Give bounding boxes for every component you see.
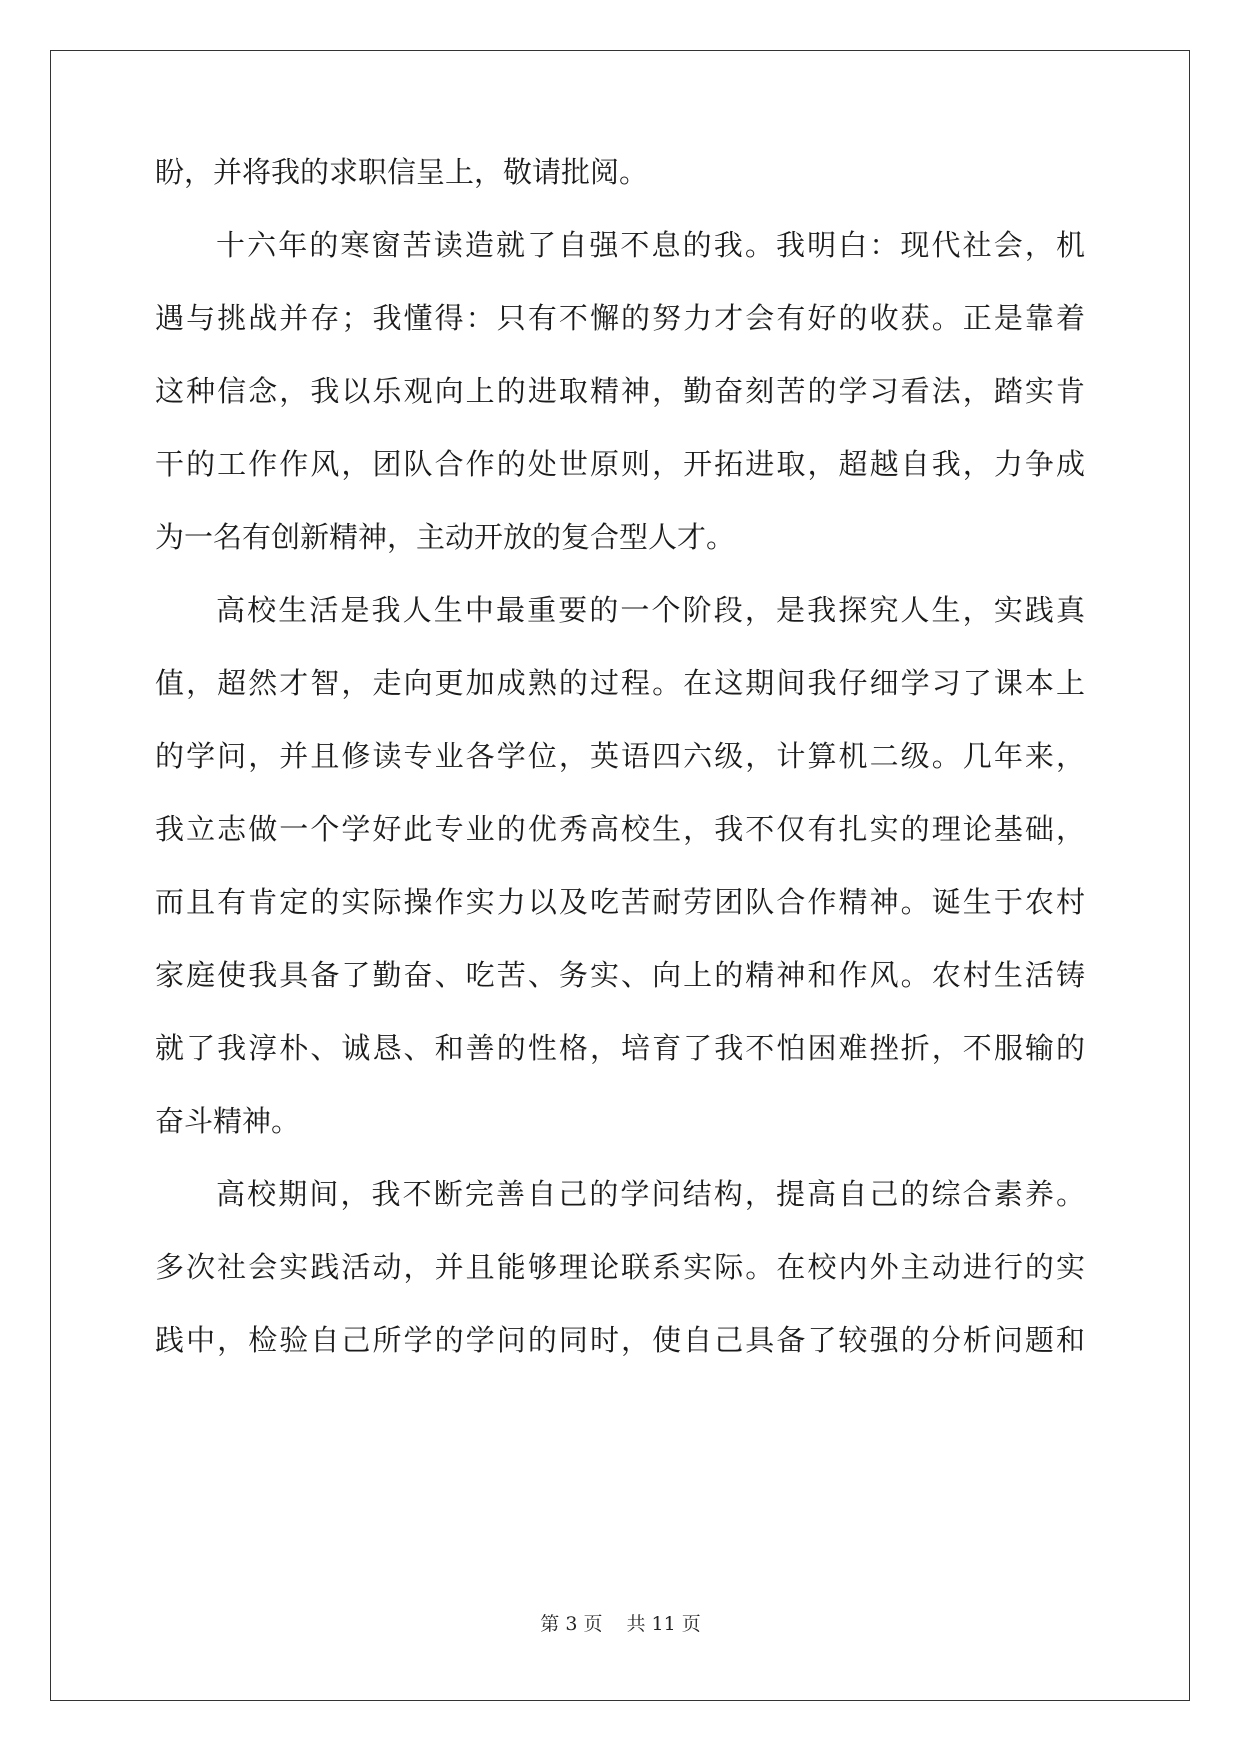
page-total: 共 11 页 — [626, 1613, 701, 1635]
text-line-5: 干的工作作风，团队合作的处世原则，开拓进取，超越自我，力争成 — [155, 447, 1085, 481]
text-line-11: 而且有肯定的实际操作实力以及吃苦耐劳团队合作精神。诞生于农村 — [155, 885, 1085, 919]
text-line-7: 高校生活是我人生中最重要的一个阶段，是我探究人生，实践真 — [216, 593, 1085, 627]
page-footer — [0, 1612, 1241, 1636]
text-line-13: 就了我淳朴、诚恳、和善的性格，培育了我不怕困难挫折，不服输的 — [155, 1031, 1085, 1065]
text-line-9: 的学问，并且修读专业各学位，英语四六级，计算机二级。几年来， — [155, 739, 1085, 773]
text-line-6: 为一名有创新精神，主动开放的复合型人才。 — [155, 520, 736, 554]
text-line-16: 多次社会实践活动，并且能够理论联系实际。在校内外主动进行的实 — [155, 1250, 1085, 1284]
text-line-17: 践中，检验自己所学的学问的同时，使自己具备了较强的分析问题和 — [155, 1323, 1085, 1357]
text-line-10: 我立志做一个学好此专业的优秀高校生，我不仅有扎实的理论基础， — [155, 812, 1085, 846]
text-line-14: 奋斗精神。 — [155, 1104, 301, 1138]
text-line-15: 高校期间，我不断完善自己的学问结构，提高自己的综合素养。 — [216, 1177, 1085, 1211]
text-line-8: 值，超然才智，走向更加成熟的过程。在这期间我仔细学习了课本上 — [155, 666, 1085, 700]
text-line-12: 家庭使我具备了勤奋、吃苦、务实、向上的精神和作风。农村生活铸 — [155, 958, 1085, 992]
text-line-1: 盼，并将我的求职信呈上，敬请批阅。 — [155, 155, 649, 189]
page-number: 第 3 页 — [540, 1613, 603, 1635]
text-line-4: 这种信念，我以乐观向上的进取精神，勤奋刻苦的学习看法，踏实肯 — [155, 374, 1085, 408]
text-line-3: 遇与挑战并存；我懂得：只有不懈的努力才会有好的收获。正是靠着 — [155, 301, 1085, 335]
text-line-2: 十六年的寒窗苦读造就了自强不息的我。我明白：现代社会，机 — [216, 228, 1085, 262]
